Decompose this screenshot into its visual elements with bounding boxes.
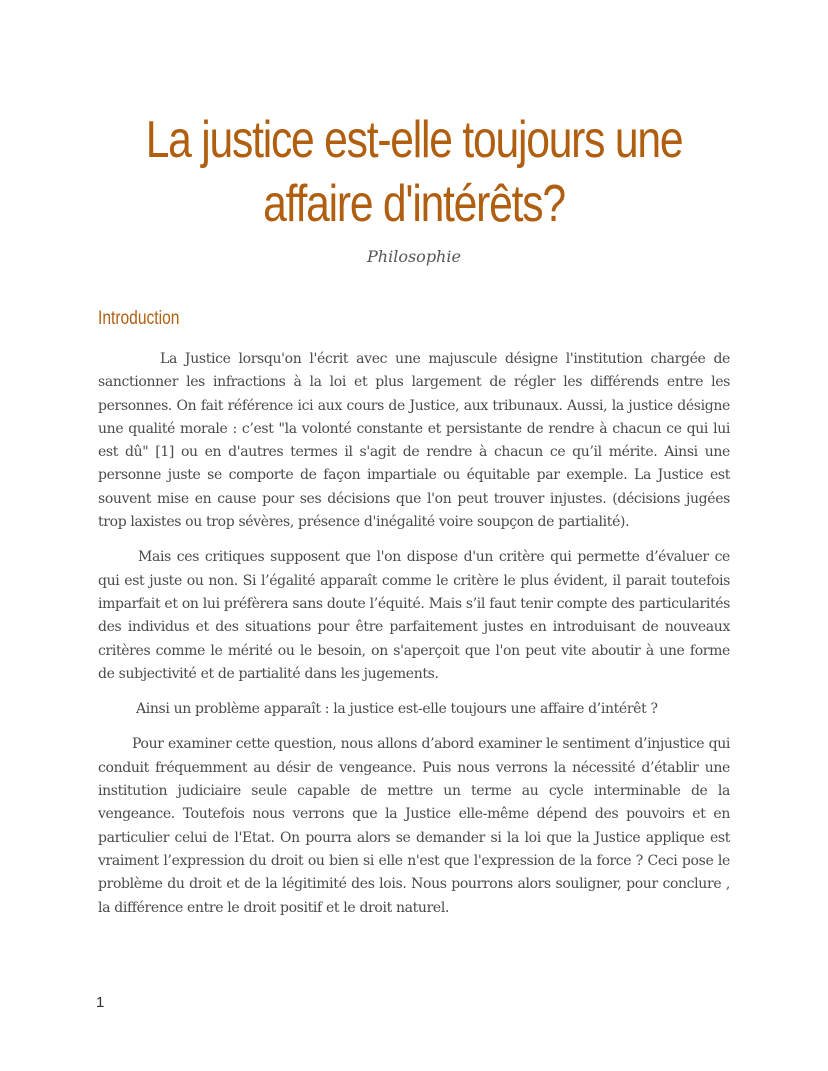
paragraph-2: Mais ces critiques supposent que l'on dispose d'un critère qui permette d’évaluer ce qui est juste ou non. Si l’égalité apparaît comme le critère le plus évident, il parait toutefois imparfait et on lui préfèrera sans doute l’équité. Mais s’il faut tenir compte des particularités des individus et des situations pour être parfaitement justes en introduisant de nouveaux critères comme le mérité ou le besoin, on s'aperçoit que l'on peut vite aboutir à une forme de subjectivité et de partialité dans les jugements. [98, 549, 730, 682]
page-number: 1 [96, 994, 105, 1011]
paragraph-4-plan: Pour examiner cette question, nous allons d’abord examiner le sentiment d’injustice qui conduit fréquemment au désir de vengeance. Puis nous verrons la nécessité d’établir une institution judiciaire seule capable de mettre un terme au cycle interminable de la vengeance. Toutefois nous verrons que la Justice elle-même dépend des pouvoirs et en particulier celui de l'Etat. On pourra alors se demander si la loi que la Justice applique est vraiment l’expression du droit ou bien si elle n'est que l'expression de la force ? Ceci pose le problème du droit et de la légitimité des lois. Nous pourrons alors souligner, pour conclure , la différence entre le droit positif et le droit naturel. [98, 736, 730, 916]
introduction-body [98, 348, 730, 932]
section-heading-introduction: Introduction [98, 308, 180, 329]
paragraph-3-problem: Ainsi un problème apparaît : la justice est-elle toujours une affaire d’intérêt ? [136, 701, 658, 718]
document-title: La justice est-elle toujours une affaire d'intérêts? [145, 111, 683, 233]
document-subtitle: Philosophie [367, 247, 461, 266]
paragraph-1: La Justice lorsqu'on l'écrit avec une majuscule désigne l'institution chargée de sanctionner les infractions à la loi et plus largement de régler les différends entre les personnes. On fait référence ici aux cours de Justice, aux tribunaux. Aussi, la justice désigne une qualité morale : c’est "la volonté constante et persistante de rendre à chacun ce qui lui est dû" [1] ou en d'autres termes il s'agit de rendre à chacun ce qu’il mérite. Ainsi une personne juste se comporte de façon impartiale ou équitable par exemple. La Justice est souvent mise en cause pour ses décisions que l'on peut trouver injustes. (décisions jugées trop laxistes ou trop sévères, présence d'inégalité voire soupçon de partialité). [98, 351, 730, 531]
